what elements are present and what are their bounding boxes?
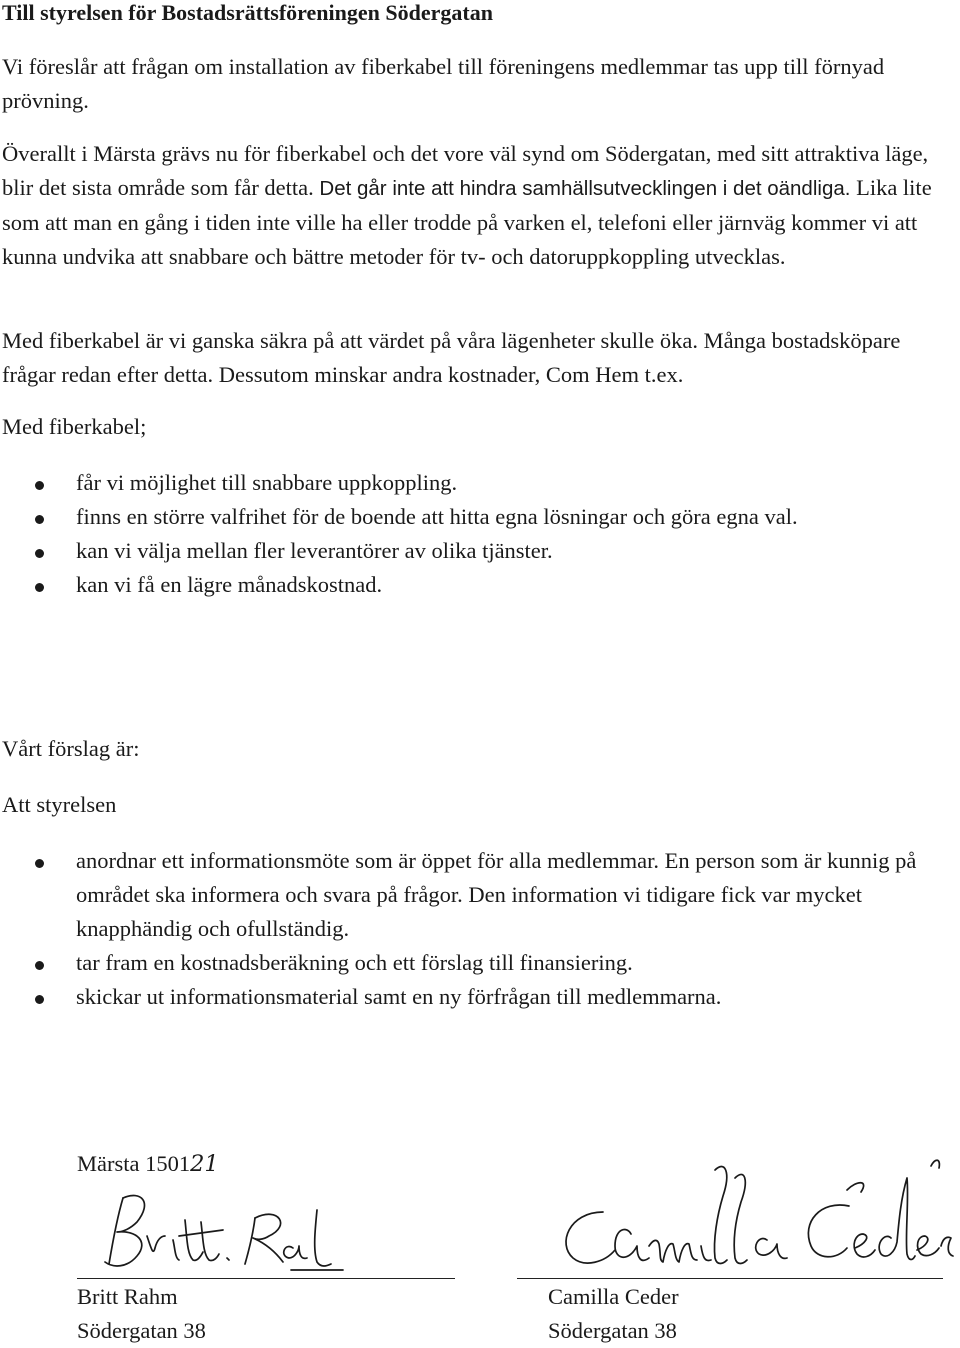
paragraph-context [2,137,954,274]
list-item-text: finns en större valfrihet för de boende att hitta egna lösningar och göra egna val. [76,504,798,529]
list-item [0,980,952,1014]
paragraph-value: Med fiberkabel är vi ganska säkra på att värdet på våra lägenheter skulle öka. Många bostadsköpare frågar redan efter detta. Dessutom minskar andra kostnader, Com Hem t.ex. [2,328,901,387]
signer-name: Camilla Ceder [548,1284,679,1309]
signer-address: Södergatan 38 [548,1318,677,1343]
paragraph-context-part-1: Överallt i Märsta grävs nu för fiberkabel och det vore väl synd om Södergatan, med sitt attraktiva läge, blir det sista område som får detta. [2,141,929,200]
signer-block-left [77,1280,206,1348]
place-and-date [77,1147,219,1181]
bullet-icon [35,583,44,592]
benefits-list [0,466,952,602]
list-item [0,568,952,602]
place-date-handwritten: 21 [190,1151,219,1177]
signature-line-left [77,1278,455,1279]
paragraph-intro: Vi föreslår att frågan om installation av fiberkabel till föreningens medlemmar tas upp till förnyad prövning. [2,54,885,113]
place-date-printed: Märsta 1501 [77,1151,191,1176]
signature-britt-rahm [95,1178,345,1278]
list-item-text: anordnar ett informationsmöte som är öppet för alla medlemmar. En person som är kunnig på området ska informera och svara på frågor. Den information vi tidigare fick var mycket knapphändig och ofullständig. [76,848,917,941]
paragraph-context-part-3: Lika lite som att man en gång i tiden inte ville ha eller trodde på varken el, telefoni eller järnväg kommer vi att kunna undvika att snabbare och bättre metoder för tv- och datoruppkoppling utvecklas. [2,175,932,269]
signer-name: Britt Rahm [77,1284,178,1309]
bullet-icon [35,859,44,868]
paragraph-context-part-2: Det går inte att hindra samhällsutvecklingen i det oändliga. [319,177,851,200]
signer-address: Södergatan 38 [77,1318,206,1343]
list-item [0,946,952,980]
paragraph-benefits-intro: Med fiberkabel; [2,414,147,439]
list-item-text: får vi möjlighet till snabbare uppkoppling. [76,470,458,495]
signature-camilla-ceder [555,1150,960,1280]
list-item [0,534,952,568]
bullet-icon [35,481,44,490]
signature-line-right [517,1278,943,1279]
proposal-subject: Att styrelsen [2,792,117,817]
list-item-text: skickar ut informationsmaterial samt en ny förfrågan till medlemmarna. [76,984,722,1009]
bullet-icon [35,995,44,1004]
letter-title: Till styrelsen för Bostadsrättsföreningen Södergatan [2,0,493,25]
list-item [0,844,952,946]
bullet-icon [35,549,44,558]
list-item-text: kan vi välja mellan fler leverantörer av olika tjänster. [76,538,553,563]
proposals-list [0,844,952,1014]
list-item [0,500,952,534]
signer-block-right [548,1280,679,1348]
list-item-text: kan vi få en lägre månadskostnad. [76,572,383,597]
bullet-icon [35,961,44,970]
proposal-heading: Vårt förslag är: [2,736,140,761]
bullet-icon [35,515,44,524]
list-item-text: tar fram en kostnadsberäkning och ett förslag till finansiering. [76,950,633,975]
list-item [0,466,952,500]
